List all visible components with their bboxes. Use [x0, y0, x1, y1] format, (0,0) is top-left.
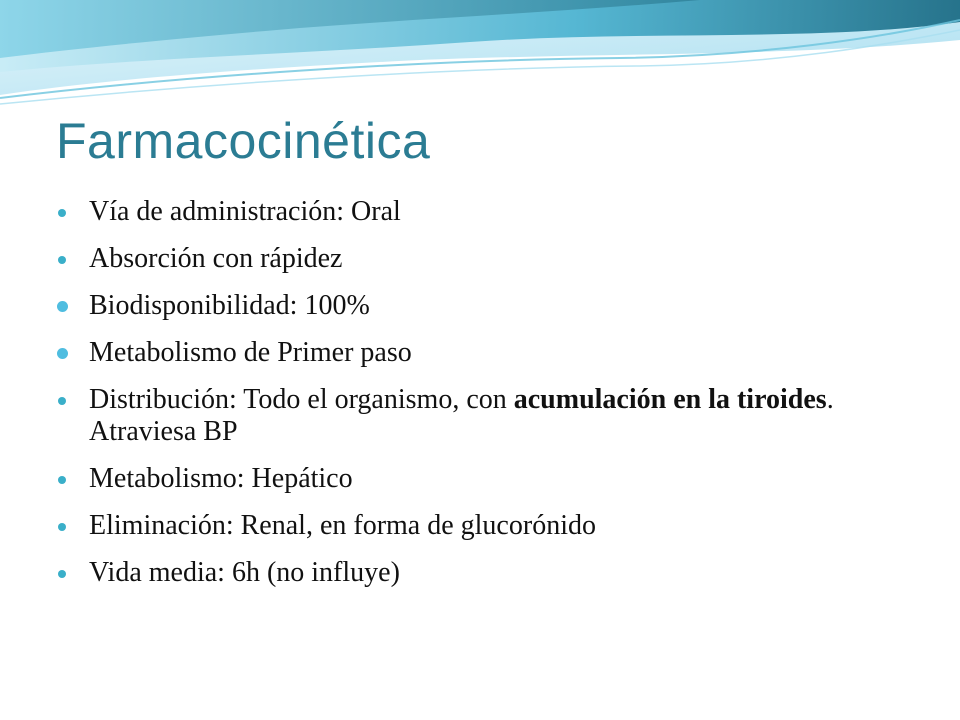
small-dot-icon: [58, 256, 66, 264]
bullet-text: Vía de administración: Oral: [89, 196, 401, 227]
bullet-list: [58, 196, 908, 604]
large-dot-icon: [57, 348, 68, 359]
bullet-item: [58, 510, 908, 542]
bullet-text: Eliminación: Renal, en forma de glucorónido: [89, 510, 596, 541]
small-dot-icon: [58, 209, 66, 217]
bullet-item: [58, 557, 908, 589]
bullet-item: [58, 290, 908, 322]
bullet-item: [58, 196, 908, 228]
bullet-text-bold: acumulación en la tiroides: [513, 384, 827, 415]
small-dot-icon: [58, 570, 66, 578]
bullet-text: Biodisponibilidad: 100%: [89, 290, 370, 321]
bullet-item: [58, 337, 908, 369]
bullet-text-part: . Atraviesa BP: [89, 384, 834, 447]
large-dot-icon: [57, 301, 68, 312]
bullet-text: Metabolismo: Hepático: [89, 463, 353, 494]
bullet-text-part: Distribución: Todo el organismo, con: [89, 384, 514, 415]
small-dot-icon: [58, 476, 66, 484]
bullet-text: Absorción con rápidez: [89, 243, 343, 274]
bullet-text: Metabolismo de Primer paso: [89, 337, 412, 368]
bullet-item: [58, 243, 908, 275]
small-dot-icon: [58, 397, 66, 405]
small-dot-icon: [58, 523, 66, 531]
bullet-item: [58, 384, 908, 448]
slide-title: Farmacocinética: [56, 113, 431, 169]
bullet-item: [58, 463, 908, 495]
wave-header-graphic: [0, 0, 960, 120]
bullet-text: Vida media: 6h (no influye): [89, 557, 400, 588]
